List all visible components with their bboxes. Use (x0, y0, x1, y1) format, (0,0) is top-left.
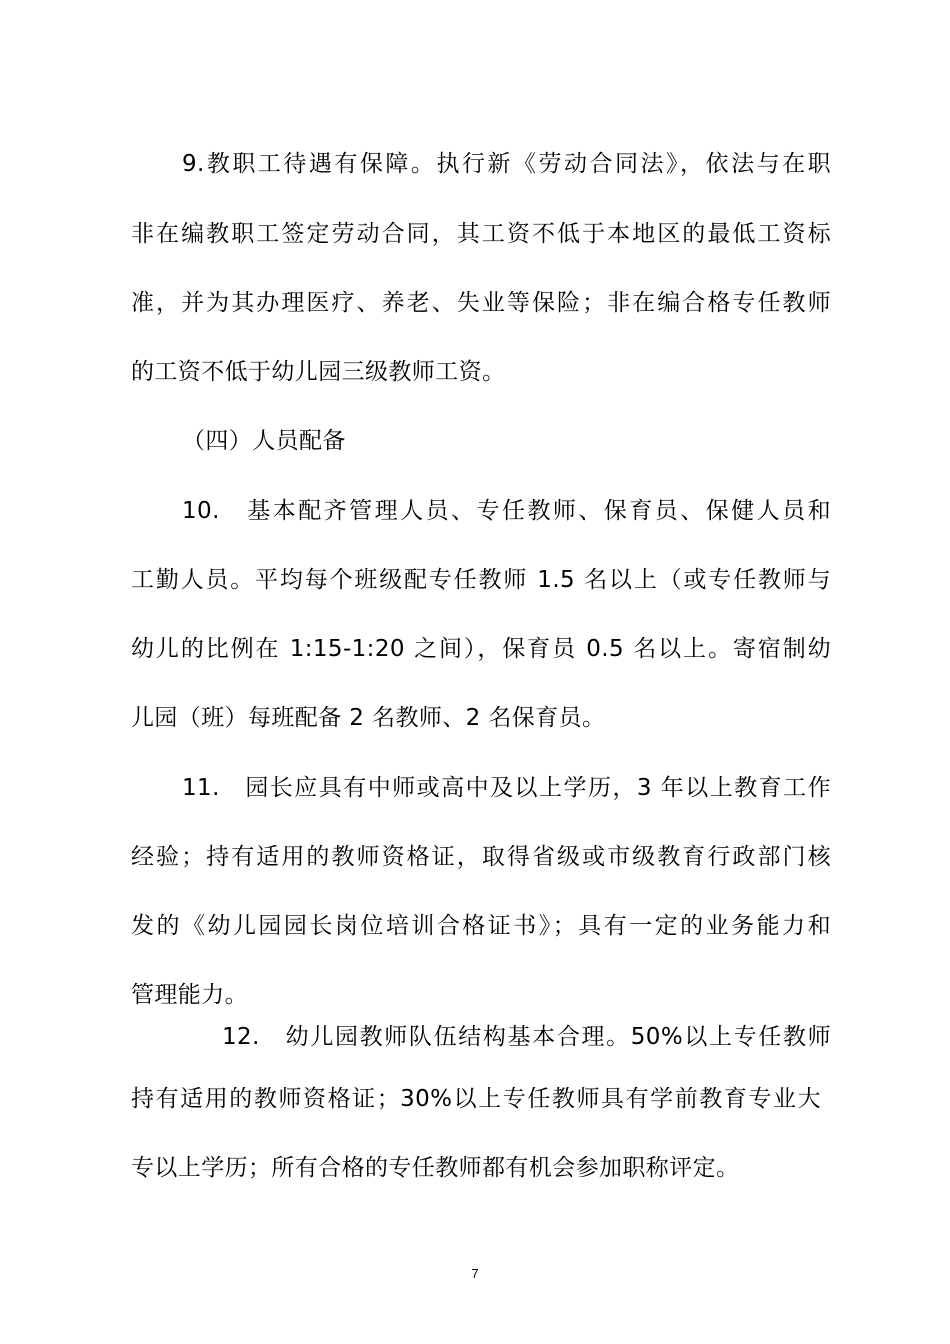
paragraph-9-line-2: 非在编教职工签定劳动合同，其工资不低于本地区的最低工资标 (131, 221, 831, 247)
paragraph-11-line-3: 发的《幼儿园园长岗位培训合格证书》；具有一定的业务能力和 (131, 913, 831, 939)
paragraph-10-line-4: 儿园（班）每班配备 2 名教师、2 名保育员。 (131, 705, 606, 731)
paragraph-12-line-1: 12. 幼儿园教师队伍结构基本合理。50%以上专任教师 (222, 1024, 831, 1050)
paragraph-12-line-2: 持有适用的教师资格证；30%以上专任教师具有学前教育专业大 (131, 1086, 821, 1112)
paragraph-10-line-1: 10. 基本配齐管理人员、专任教师、保育员、保健人员和 (182, 498, 831, 524)
paragraph-10-line-3: 幼儿的比例在 1:15-1:20 之间），保育员 0.5 名以上。寄宿制幼 (131, 636, 831, 662)
paragraph-11-line-4: 管理能力。 (131, 982, 248, 1008)
paragraph-11-line-2: 经验；持有适用的教师资格证，取得省级或市级教育行政部门核 (131, 844, 831, 870)
page-number: 7 (471, 1266, 479, 1281)
paragraph-9-line-1: 9.教职工待遇有保障。执行新《劳动合同法》，依法与在职 (182, 151, 831, 177)
paragraph-10-line-2: 工勤人员。平均每个班级配专任教师 1.5 名以上（或专任教师与 (131, 567, 831, 593)
paragraph-11-line-1: 11. 园长应具有中师或高中及以上学历，3 年以上教育工作 (182, 775, 831, 801)
paragraph-9-line-4: 的工资不低于幼儿园三级教师工资。 (131, 359, 506, 385)
paragraph-9-line-3: 准，并为其办理医疗、养老、失业等保险；非在编合格专任教师 (131, 290, 831, 316)
paragraph-12-line-3: 专以上学历；所有合格的专任教师都有机会参加职称评定。 (131, 1155, 740, 1181)
section-heading-staffing: （四）人员配备 (182, 428, 346, 454)
